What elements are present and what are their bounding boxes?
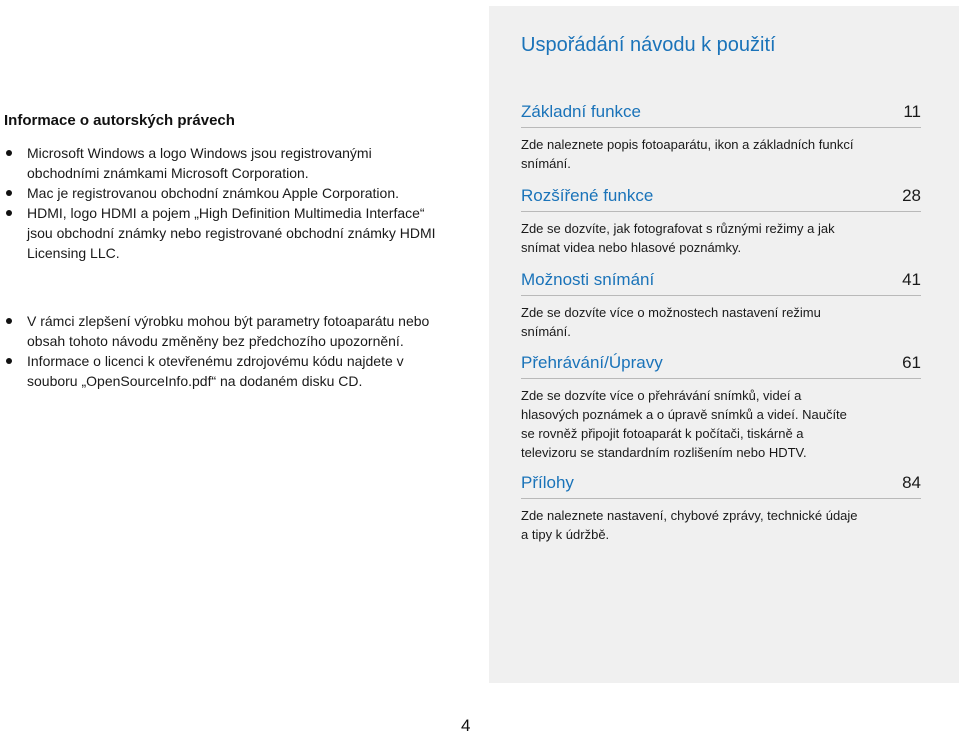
bullet-icon xyxy=(6,210,12,216)
copyright-heading: Informace o autorských právech xyxy=(4,112,235,129)
toc-section-shooting-options[interactable] xyxy=(521,270,921,341)
bullet-icon xyxy=(6,150,12,156)
divider xyxy=(521,127,921,128)
section-description: Zde se dozvíte více o přehrávání snímků, videí a hlasových poznámek a o úpravě snímků a videí. Naučíte se rovněž připojit fotoaparát k počítači, tiskárně a televizoru se standardním rozlišením nebo HDTV. xyxy=(521,388,847,460)
divider xyxy=(521,295,921,296)
divider xyxy=(521,378,921,379)
list-item: HDMI, logo HDMI a pojem „High Definition Multimedia Interface“ jsou obchodní známky nebo registrované obchodní známky HDMI Licensing LLC. xyxy=(4,203,444,263)
toc-section-appendix[interactable] xyxy=(521,473,921,544)
notice-list xyxy=(4,311,444,391)
bullet-icon xyxy=(6,358,12,364)
section-page-number: 11 xyxy=(903,102,921,121)
bullet-icon xyxy=(6,318,12,324)
section-title: Základní funkce xyxy=(521,102,642,121)
list-item: Mac je registrovanou obchodní známkou Apple Corporation. xyxy=(4,183,444,203)
list-item: Informace o licenci k otevřenému zdrojovému kódu najdete v souboru „OpenSourceInfo.pdf“ na dodaném disku CD. xyxy=(4,351,444,391)
list-item: V rámci zlepšení výrobku mohou být parametry fotoaparátu nebo obsah tohoto návodu změněny bez předchozího upozornění. xyxy=(4,311,444,351)
section-title: Rozšířené funkce xyxy=(521,186,654,205)
section-page-number: 61 xyxy=(902,353,921,372)
toc-section-playback[interactable] xyxy=(521,353,921,462)
section-description: Zde se dozvíte, jak fotografovat s různými režimy a jak snímat videa nebo hlasové poznámky. xyxy=(521,221,835,255)
section-description: Zde se dozvíte více o možnostech nastavení režimu snímání. xyxy=(521,305,821,339)
section-description: Zde naleznete popis fotoaparátu, ikon a základních funkcí snímání. xyxy=(521,137,854,171)
section-page-number: 28 xyxy=(902,186,921,205)
section-description: Zde naleznete nastavení, chybové zprávy, technické údaje a tipy k údržbě. xyxy=(521,508,858,542)
page-number: 4 xyxy=(461,716,471,735)
section-title: Přílohy xyxy=(521,473,574,492)
list-item: Microsoft Windows a logo Windows jsou registrovanými obchodními známkami Microsoft Corporation. xyxy=(4,143,444,183)
bullet-icon xyxy=(6,190,12,196)
divider xyxy=(521,498,921,499)
copyright-column xyxy=(4,112,444,391)
section-page-number: 84 xyxy=(902,473,921,492)
section-title: Přehrávání/Úpravy xyxy=(521,353,663,372)
section-page-number: 41 xyxy=(902,270,921,289)
trademark-list xyxy=(4,143,444,263)
divider xyxy=(521,211,921,212)
toc-section-advanced[interactable] xyxy=(521,186,921,257)
toc-title: Uspořádání návodu k použití xyxy=(521,34,776,56)
toc-panel xyxy=(489,6,959,683)
section-title: Možnosti snímání xyxy=(521,270,655,289)
toc-section-basic[interactable] xyxy=(521,102,921,173)
